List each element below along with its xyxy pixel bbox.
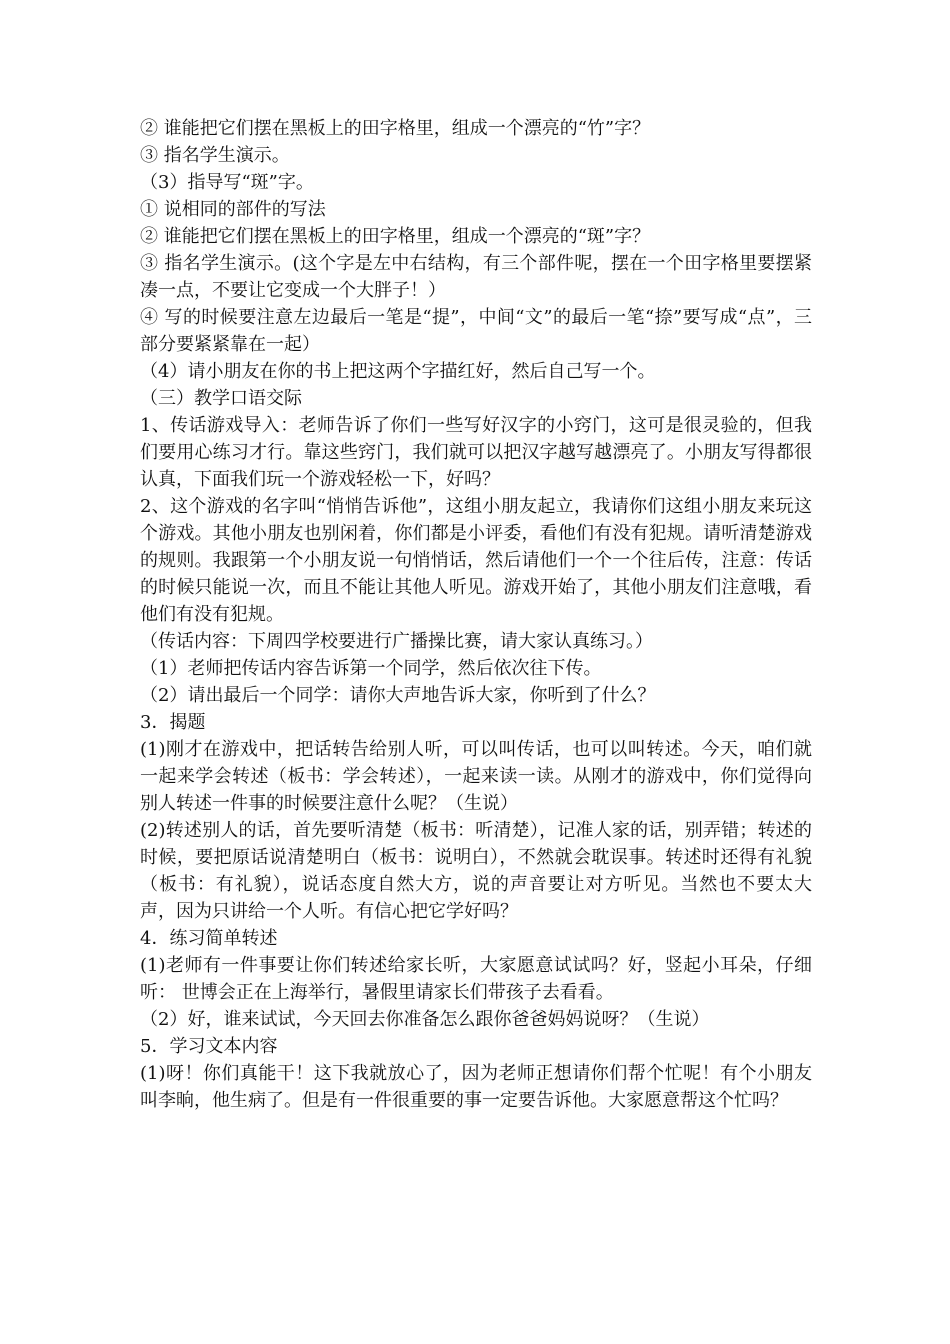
paragraph-7: ④ 写的时候要注意左边最后一笔是“提”，中间“文”的最后一笔“捺”要写成“点”，三部分要紧紧靠在一起） [140,307,812,355]
paragraph-22: (1)呀！你们真能干！这下我就放心了，因为老师正想请你们帮个忙呢！有个小朋友叫李晌，他生病了。但是有一件很重要的事一定要告诉他。大家愿意帮这个忙吗？ [140,1063,812,1111]
paragraph-12: （传话内容：下周四学校要进行广播操比赛，请大家认真练习。） [140,631,653,652]
paragraph-6: ③ 指名学生演示。(这个字是左中右结构，有三个部件呢，摆在一个田字格里要摆紧凑一点，不要让它变成一个大胖子！） [140,253,812,301]
paragraph-20: （2）好，谁来试试，今天回去你准备怎么跟你爸爸妈妈说呀？（生说） [140,1009,710,1030]
paragraph-13: （1）老师把传话内容告诉第一个同学，然后依次往下传。 [140,658,602,679]
paragraph-3: （3）指导写“斑”字。 [140,172,314,193]
paragraph-11: 2、这个游戏的名字叫“悄悄告诉他”，这组小朋友起立，我请你们这组小朋友来玩这个游戏。其他小朋友也别闲着，你们都是小评委，看他们有没有犯规。请听清楚游戏的规则。我跟第一个小朋友说一句悄悄话，然后请他们一个一个往后传，注意：传话的时候只能说一次，而且不能让其他人听见。游戏开始了，其他小朋友们注意哦，看他们有没有犯规。 [140,496,812,625]
section-heading-practice: 4．练习简单转述 [140,928,278,949]
section-heading-text-study: 5．学习文本内容 [140,1036,278,1057]
paragraph-1: ② 谁能把它们摆在黑板上的田字格里，组成一个漂亮的“竹”字？ [140,118,651,139]
paragraph-16: (1)刚才在游戏中，把话转告给别人听，可以叫传话，也可以叫转述。今天，咱们就一起来学会转述（板书：学会转述），一起来读一读。从刚才的游戏中，你们觉得向别人转述一件事的时候要注意什么呢？（生说） [140,739,812,814]
paragraph-10: 1、传话游戏导入：老师告诉了你们一些写好汉字的小窍门，这可是很灵验的，但我们要用心练习才行。靠这些窍门，我们就可以把汉字越写越漂亮了。小朋友写得都很认真，下面我们玩一个游戏轻松一下，好吗？ [140,415,812,490]
paragraph-5: ② 谁能把它们摆在黑板上的田字格里，组成一个漂亮的“斑”字？ [140,226,651,247]
paragraph-19: (1)老师有一件事要让你们转述给家长听，大家愿意试试吗？好，竖起小耳朵，仔细听： 世博会正在上海举行，暑假里请家长们带孩子去看看。 [140,955,812,1003]
document-body [140,115,812,1114]
section-heading-oral-communication: （三）教学口语交际 [140,388,302,409]
paragraph-8: （4）请小朋友在你的书上把这两个字描红好，然后自己写一个。 [140,361,656,382]
paragraph-4: ① 说相同的部件的写法 [140,199,326,220]
section-heading-reveal-topic: 3．揭题 [140,712,206,733]
paragraph-17: (2)转述别人的话，首先要听清楚（板书：听清楚），记准人家的话，别弄错；转述的时候，要把原话说清楚明白（板书：说明白），不然就会耽误事。转述时还得有礼貌（板书：有礼貌），说话态度自然大方，说的声音要让对方听见。当然也不要太大声，因为只讲给一个人听。有信心把它学好吗？ [140,820,812,922]
paragraph-14: （2）请出最后一个同学：请你大声地告诉大家，你听到了什么？ [140,685,656,706]
paragraph-2: ③ 指名学生演示。 [140,145,290,166]
